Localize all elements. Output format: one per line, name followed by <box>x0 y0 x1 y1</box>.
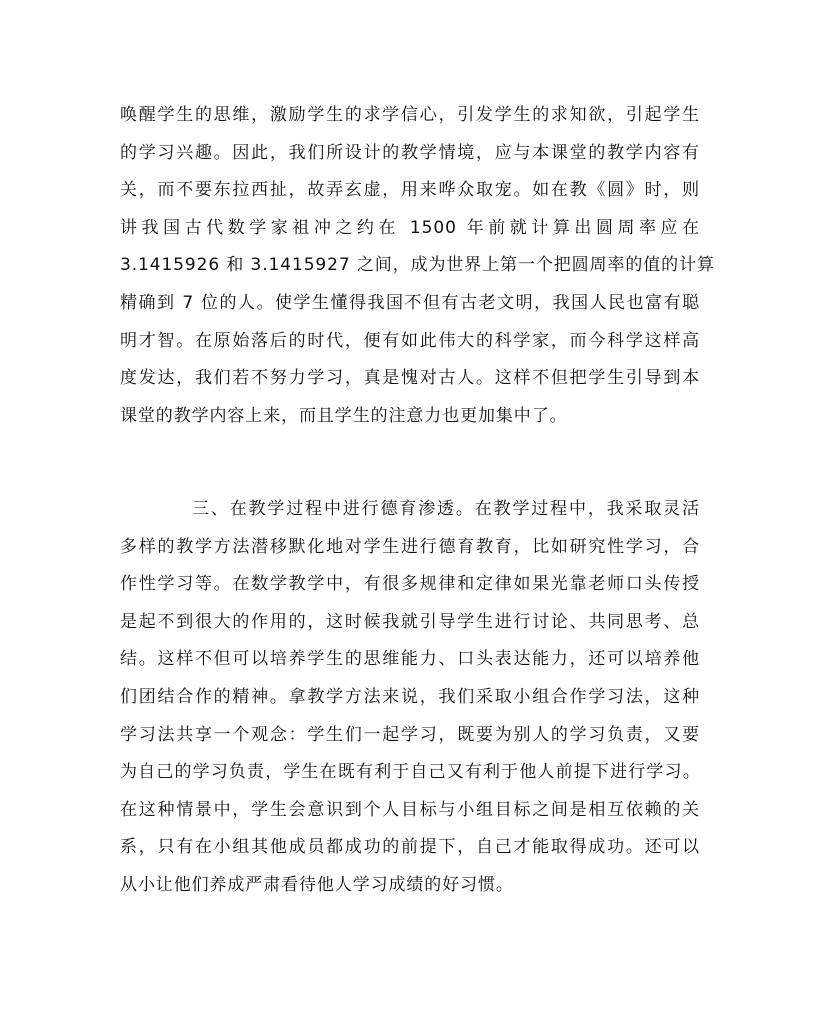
paragraph-line: 讲我国古代数学家祖冲之约在 1500 年前就计算出圆周率应在 <box>120 217 700 238</box>
paragraph-line: 为自己的学习负责，学生在既有利于自己又有利于他人前提下进行学习。 <box>120 762 700 783</box>
paragraph-line: 系，只有在小组其他成员都成功的前提下，自己才能取得成功。还可以 <box>120 837 700 858</box>
paragraph-line: 是起不到很大的作用的，这时候我就引导学生进行讨论、共同思考、总 <box>120 611 700 632</box>
paragraph-line: 的学习兴趣。因此，我们所设计的教学情境，应与本课堂的教学内容有 <box>120 142 700 163</box>
paragraph-1 <box>120 97 715 435</box>
paragraph-line: 们团结合作的精神。拿教学方法来说，我们采取小组合作学习法，这种 <box>120 686 700 707</box>
paragraph-line-indented: 三、在教学过程中进行德育渗透。在教学过程中，我采取灵活 <box>192 499 700 519</box>
paragraph-line: 在这种情景中，学生会意识到个人目标与小组目标之间是相互依赖的关 <box>120 799 700 820</box>
paragraph-2 <box>120 491 700 905</box>
paragraph-line: 精确到 7 位的人。使学生懂得我国不但有古老文明，我国人民也富有聪 <box>120 292 700 313</box>
paragraph-line: 多样的教学方法潜移默化地对学生进行德育教育，比如研究性学习，合 <box>120 536 700 557</box>
paragraph-line: 关，而不要东拉西扯，故弄玄虚，用来哗众取宠。如在教《圆》时，则 <box>120 180 700 201</box>
paragraph-line: 作性学习等。在数学教学中，有很多规律和定律如果光靠老师口头传授 <box>120 574 700 595</box>
paragraph-line-last: 从小让他们养成严肃看待他人学习成绩的好习惯。 <box>120 874 514 895</box>
paragraph-line-last: 课堂的教学内容上来，而且学生的注意力也更加集中了。 <box>120 405 568 426</box>
paragraph-line: 唤醒学生的思维，激励学生的求学信心，引发学生的求知欲，引起学生 <box>120 105 700 125</box>
paragraph-line: 3.1415926 和 3.1415927 之间，成为世界上第一个把圆周率的值的计算 <box>120 255 715 276</box>
paragraph-line: 学习法共享一个观念：学生们一起学习，既要为别人的学习负责，又要 <box>120 724 700 745</box>
paragraph-line: 明才智。在原始落后的时代，便有如此伟大的科学家，而今科学这样高 <box>120 330 700 351</box>
paragraph-line: 结。这样不但可以培养学生的思维能力、口头表达能力，还可以培养他 <box>120 649 700 670</box>
paragraph-line: 度发达，我们若不努力学习，真是愧对古人。这样不但把学生引导到本 <box>120 368 700 389</box>
